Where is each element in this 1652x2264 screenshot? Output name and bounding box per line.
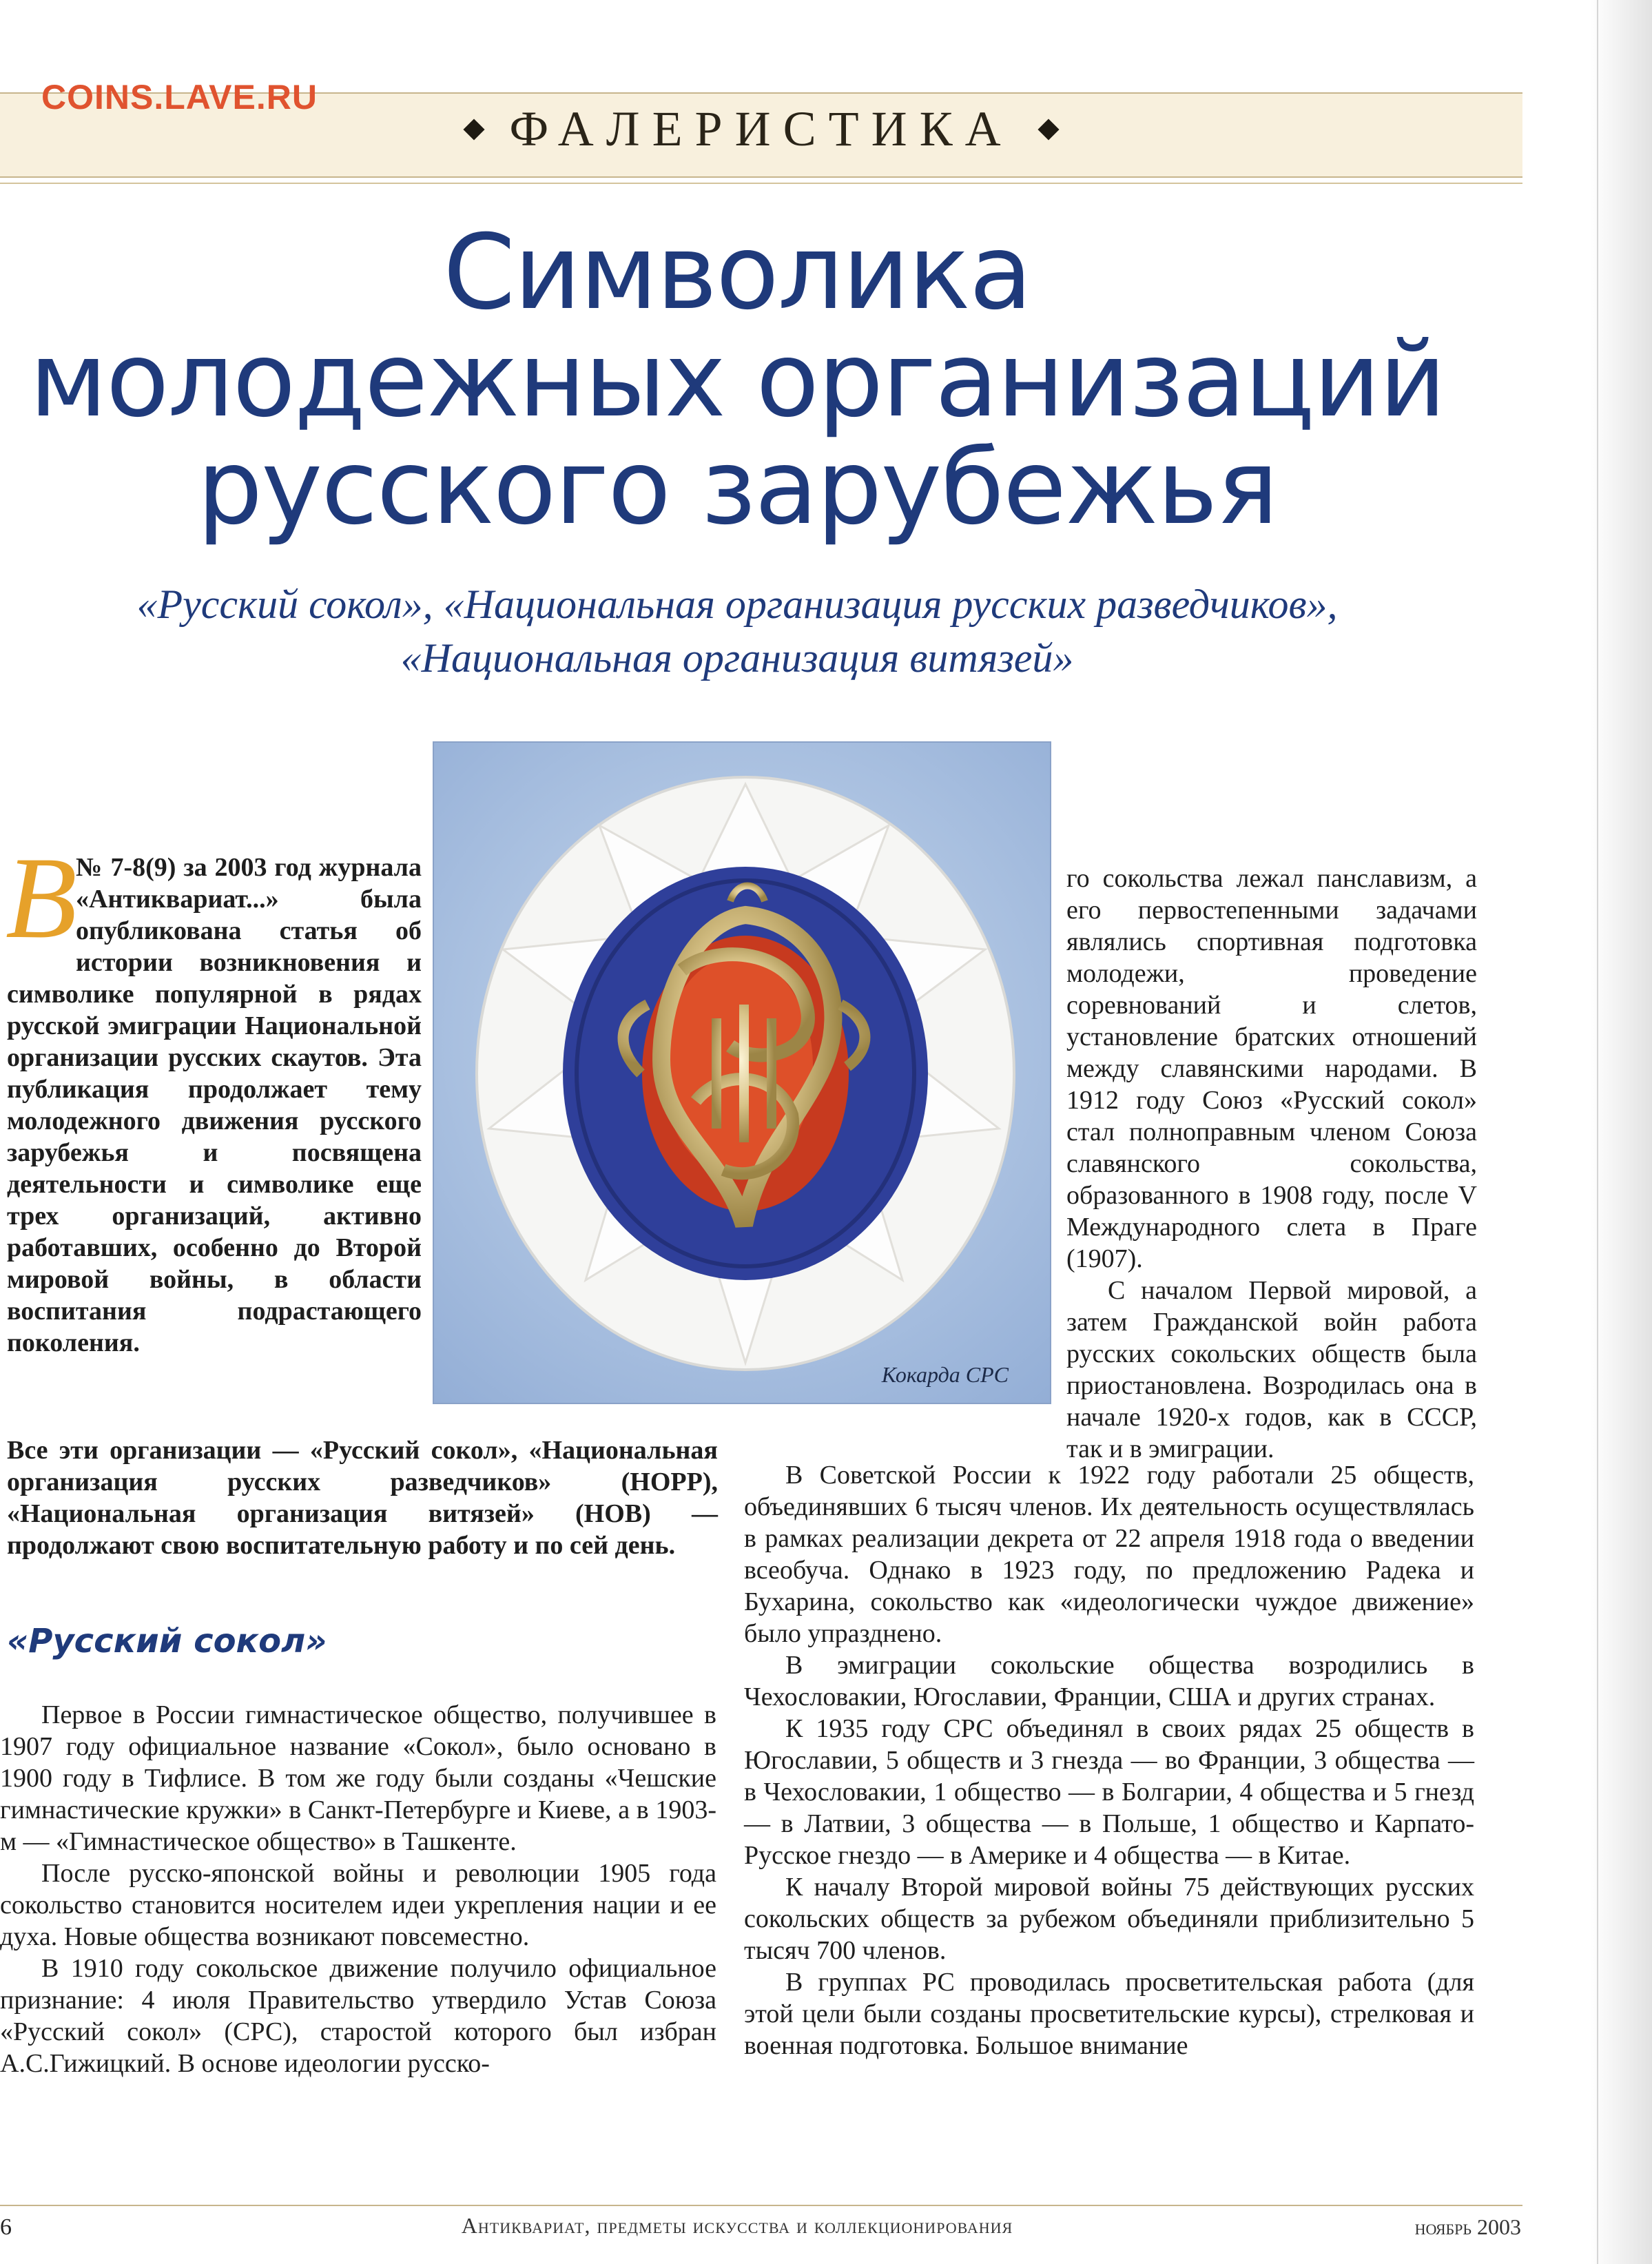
watermark: COINS.LAVE.RU [41,78,318,116]
left-column [0,1699,716,2079]
page-edge-line [1597,0,1598,2264]
cockade-illustration [434,743,1050,1403]
intro-paragraph-continued [7,1408,718,1587]
diamond-ornament-left [464,119,485,141]
intro-text: № 7-8(9) за 2003 год журнала «Антиквариат...» была опубликована статья об истории возникновения и символике популярной в рядах русской эмиграции Национальной организации русских скаутов. Эта публикация продолжает тему молодежного движения русского зарубежья и посвящена деятельности и символике еще трех организаций, активно работавших, особенно до Второй мировой войны, в области воспитания подрастающего поколения. [7,853,422,1357]
intro-text-wide: Все эти организации — «Русский сокол», «Национальная организация русских разведчиков» (НОРР), «Национальная организация витязей» (НОВ) — продолжают свою воспитательную работу и по сей день. [7,1436,718,1560]
body-paragraph: го сокольства лежал панславизм, а его первостепенными задачами являлись спортивная подготовка молодежи, проведение соревнований и слетов, установление братских отношений между славянскими народами. В 1912 году Союз «Русский сокол» стал полноправным членом Союза славянского сокольства, образованного в 1908 году, после V Международного слета в Праге (1907). [1066,864,1477,1273]
article-title [0,213,1474,548]
drop-cap: В [6,833,77,963]
body-paragraph: В 1910 году сокольское движение получило официальное признание: 4 июля Правительство утвердило Устав Союза «Русский сокол» (СРС), старостой которого был избран А.С.Гижицкий. В основе идеологии русско- [0,1954,716,2078]
diamond-ornament-right [1037,119,1059,141]
page-edge-shadow [1590,0,1652,2264]
section-heading: «Русский сокол» [7,1622,327,1660]
footer-rule [0,2205,1522,2206]
cockade-photo [433,741,1051,1404]
article-title-line: Символика [443,213,1031,333]
issue-date: ноябрь 2003 [1414,2214,1521,2239]
magazine-name: Антиквариат, предметы искусства и коллекционирования [461,2213,1013,2238]
subtitle-line: «Национальная организация витязей» [400,635,1074,681]
article-subtitle [0,577,1474,685]
body-paragraph: После русско-японской войны и революции 1905 года сокольство становится носителем идеи укрепления нации и ее духа. Новые общества возникают повсеместно. [0,1859,716,1951]
right-column-top [1066,863,1477,1465]
body-paragraph: С началом Первой мировой, а затем Гражданской войн работа русских сокольских обществ была приостановлена. Возродилась она в начале 1920-х годов, как в СССР, так и в эмиграции. [1066,1276,1477,1463]
page-number: 6 [0,2214,12,2240]
subtitle-line: «Русский сокол», «Национальная организация русских разведчиков», [136,582,1338,627]
body-paragraph: Первое в России гимнастическое общество, получившее в 1907 году официальное название «Сокол», было основано в 1900 году в Тифлисе. В том же году были созданы «Чешские гимнастические кружки» в Санкт-Петербурге и Киеве, а в 1903-м — «Гимнастическое общество» в Ташкенте. [0,1700,716,1856]
right-column [744,1459,1474,2061]
body-paragraph: К началу Второй мировой войны 75 действующих русских сокольских обществ за рубежом объединяли приблизительно 5 тысяч 700 членов. [744,1873,1474,1965]
body-paragraph: В группах РС проводилась просветительская работа (для этой цели были созданы просветительские курсы), стрелковая и военная подготовка. Большое внимание [744,1968,1474,2060]
body-paragraph: В Советской России к 1922 году работали 25 обществ, объединявших 6 тысяч членов. Их деятельность осуществлялась в рамках реализации декрета от 22 апреля 1918 года о введении всеобуча. Однако в 1923 году, по предложению Радека и Бухарина, сокольство как «идеологически чуждое движение» было упразднено. [744,1461,1474,1648]
section-title-text: ФАЛЕРИСТИКА [509,101,1013,156]
body-paragraph: К 1935 году СРС объединял в своих рядах 25 обществ в Югославии, 5 обществ и 3 гнезда — во Франции, 3 общества — в Чехословакии, 1 общество — в Болгарии, 4 общества и 5 гнезд — в Латвии, 3 общества — в Польше, 1 общество и Карпато-Русское гнездо — в Америке и 4 общества — в Китае. [744,1714,1474,1870]
article-title-line: молодежных организаций [29,320,1445,440]
header-rule [0,183,1522,184]
article-title-line: русского зарубежья [197,428,1277,548]
photo-caption: Кокарда СРС [881,1362,1009,1387]
dropcap-spacer [7,852,76,955]
intro-paragraph [7,852,422,1359]
body-paragraph: В эмиграции сокольские общества возродились в Чехословакии, Югославии, Франции, США и других странах. [744,1651,1474,1711]
